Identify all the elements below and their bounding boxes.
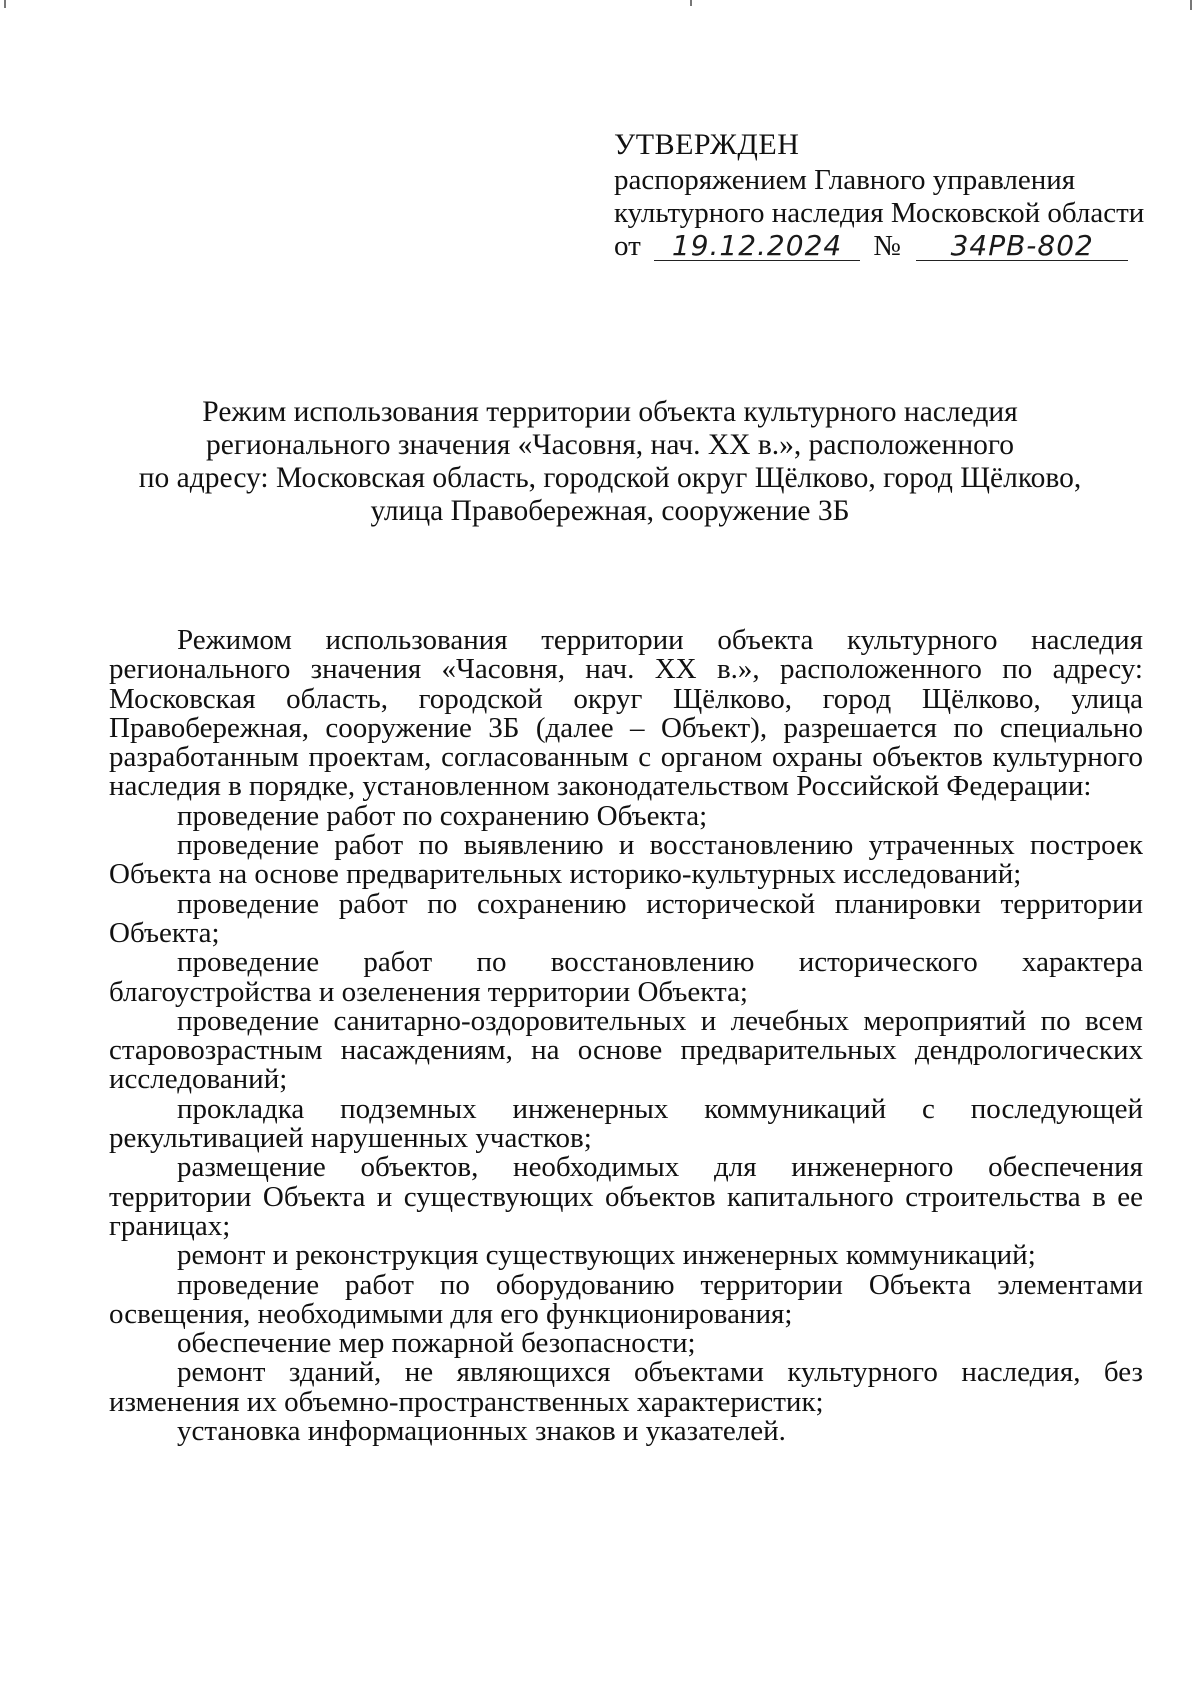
list-item: проведение работ по оборудованию территории Объекта элементами освещения, необходимыми для его функционирования;: [109, 1268, 1143, 1330]
title-line-2: регионального значения «Часовня, нач. XX в.», расположенного: [206, 429, 1014, 461]
title-line-3: по адресу: Московская область, городской округ Щёлково, город Щёлково,: [138, 462, 1082, 494]
title-line-4: улица Правобережная, сооружение 3Б: [370, 495, 850, 527]
list-item: проведение санитарно-оздоровительных и лечебных мероприятий по всем старовозрастным насаждениям, на основе предварительных дендрологических исследований;: [109, 1004, 1143, 1096]
list-item: ремонт зданий, не являющихся объектами культурного наследия, без изменения их объемно-пространственных характеристик;: [109, 1356, 1143, 1418]
list-item: проведение работ по сохранению исторической планировки территории Объекта;: [109, 887, 1143, 949]
scan-edge-mark: [4, 0, 6, 8]
approval-date-number-row: [614, 230, 1154, 263]
list-item: обеспечение мер пожарной безопасности;: [177, 1327, 696, 1360]
scan-edge-mark: [1190, 0, 1192, 10]
list-item: размещение объектов, необходимых для инженерного обеспечения территории Объекта и существующих объектов капитального строительства в ее границах;: [109, 1151, 1143, 1242]
list-item: проведение работ по выявлению и восстановлению утраченных построек Объекта на основе предварительных историко-культурных исследований;: [109, 829, 1143, 891]
scan-edge-mark: [690, 0, 692, 6]
handwritten-date: 19.12.2024: [654, 232, 860, 261]
list-item: установка информационных знаков и указателей.: [177, 1415, 786, 1448]
approval-stamp-block: [614, 128, 1154, 263]
approval-line-1: распоряжением Главного управления: [614, 164, 1076, 196]
approval-line-2: культурного наследия Московской области: [614, 197, 1145, 229]
date-prefix: от: [614, 230, 641, 262]
list-item: прокладка подземных инженерных коммуникаций с последующей рекультивацией нарушенных участков;: [109, 1092, 1143, 1155]
list-item: проведение работ по восстановлению исторического характера благоустройства и озеленения территории Объекта;: [109, 946, 1143, 1008]
handwritten-number: 34РВ-802: [916, 232, 1128, 261]
list-item: ремонт и реконструкция существующих инженерных коммуникаций;: [177, 1239, 1036, 1272]
approval-heading: УТВЕРЖДЕН: [614, 128, 800, 161]
intro-paragraph: Режимом использования территории объекта культурного наследия регионального значения «Часовня, нач. XX в.», расположенного по адресу: Московская область, городской округ Щёлково, город Щёлково, улица Правобережная, сооружение 3Б (далее – Объект), разрешается по специально разработанным проектам, согласованным с органом охраны объектов культурного наследия в порядке, установленном законодательством Российской Федерации:: [109, 624, 1143, 803]
document-title: [130, 396, 1090, 528]
number-sign: №: [873, 230, 901, 262]
title-line-1: Режим использования территории объекта культурного наследия: [202, 396, 1018, 428]
document-body: [109, 626, 1143, 1446]
list-item: проведение работ по сохранению Объекта;: [177, 799, 708, 832]
